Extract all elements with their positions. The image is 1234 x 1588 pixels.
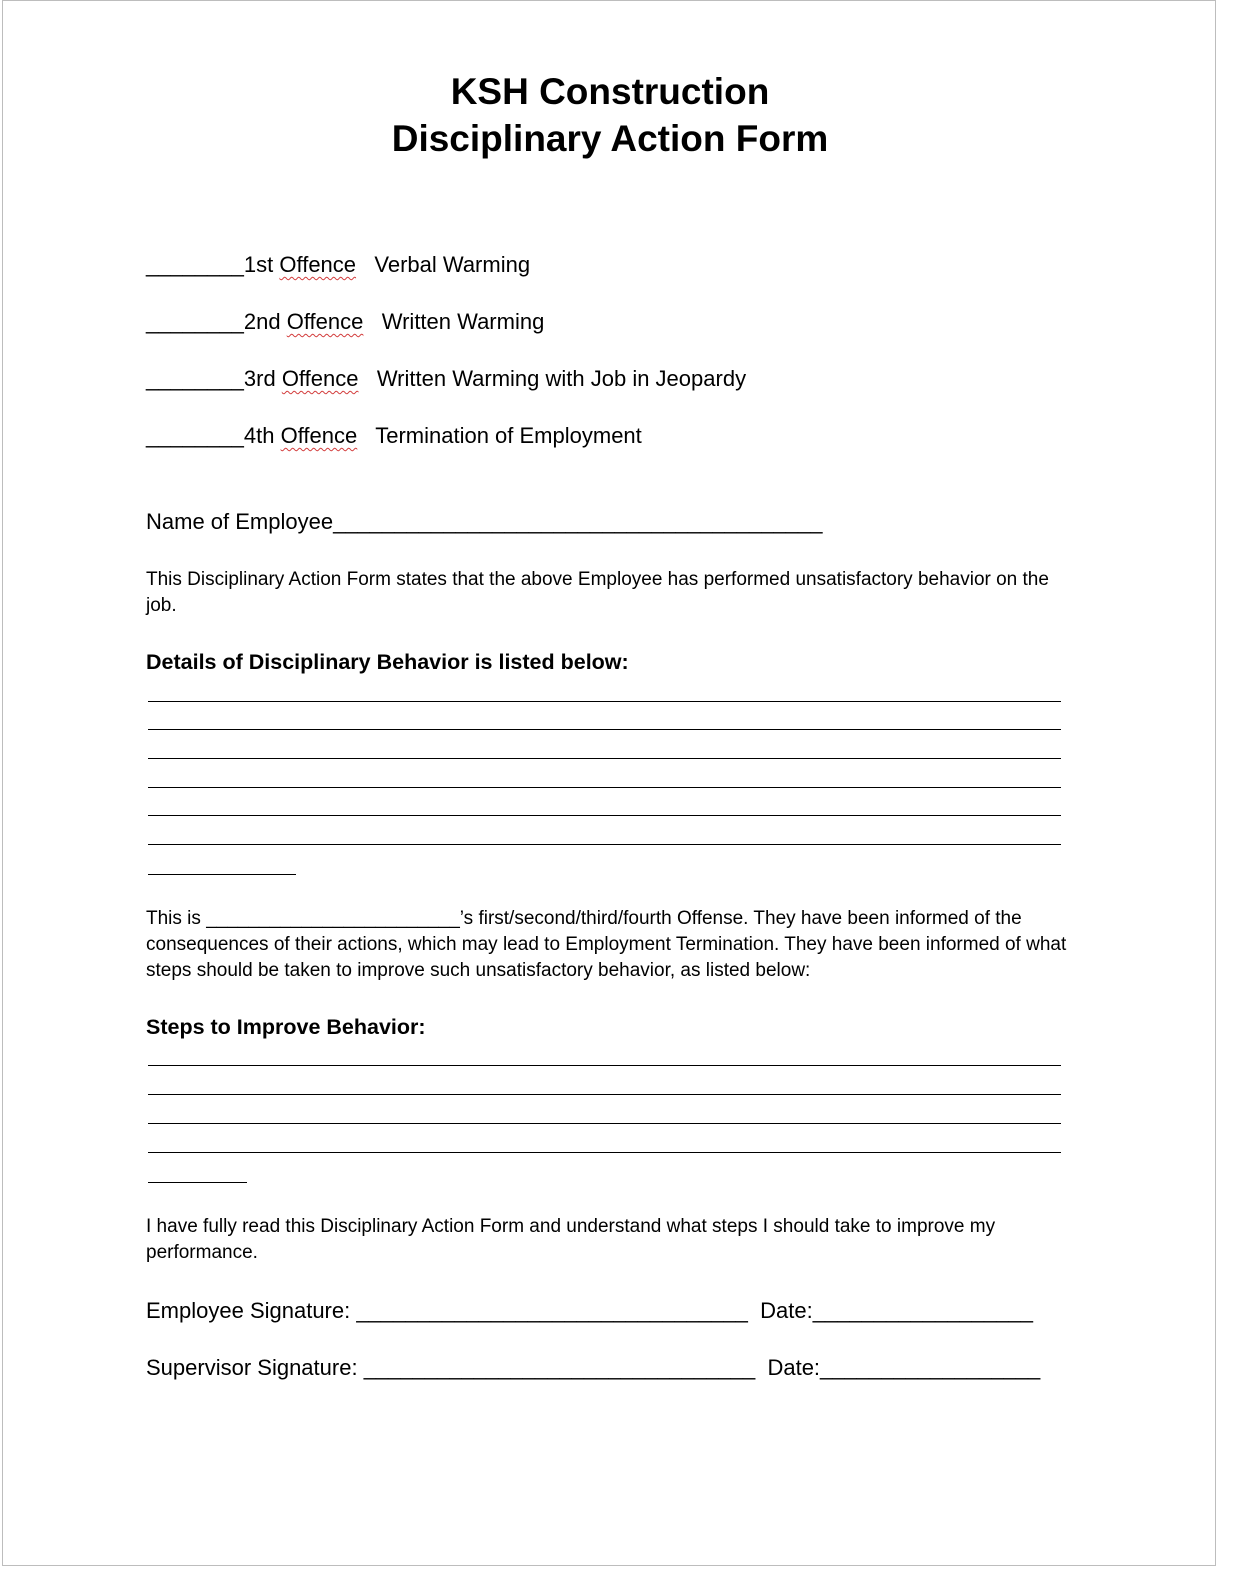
details-line[interactable] (148, 815, 1061, 816)
steps-line[interactable] (148, 1152, 1061, 1153)
document-page (2, 0, 1216, 1566)
offender-name-field[interactable]: ________________________ (206, 908, 460, 929)
offence-row-3 (146, 365, 746, 393)
offence-row-1 (146, 251, 530, 279)
offence-blank[interactable]: ________ (146, 423, 244, 448)
offence-row-4 (146, 422, 642, 450)
offense-notice-prefix: This is (146, 908, 201, 929)
supervisor-date-label: Date: (767, 1355, 821, 1380)
employee-date-label: Date: (760, 1298, 813, 1323)
details-heading: Details of Disciplinary Behavior is listed below: (146, 650, 629, 674)
supervisor-signature-row (146, 1354, 1040, 1382)
supervisor-signature-label: Supervisor Signature: (146, 1355, 358, 1380)
employee-name-row (146, 508, 823, 536)
steps-heading: Steps to Improve Behavior: (146, 1015, 426, 1039)
offence-action: Written Warming (381, 309, 545, 334)
offense-notice-paragraph (146, 906, 1076, 984)
offence-action: Written Warming with Job in Jeopardy (376, 366, 747, 391)
offence-row-2 (146, 308, 544, 336)
supervisor-signature-field[interactable]: ________________________________ (363, 1355, 756, 1380)
offence-ordinal: 2nd (243, 309, 281, 334)
employee-signature-row (146, 1297, 1033, 1325)
details-line-end[interactable] (148, 874, 296, 875)
employee-name-field[interactable]: ________________________________________ (333, 509, 823, 534)
offence-action: Termination of Employment (375, 423, 642, 448)
employee-name-label: Name of Employee (146, 509, 334, 534)
details-line[interactable] (148, 729, 1061, 730)
details-line[interactable] (148, 758, 1061, 759)
offence-word: Offence (280, 423, 358, 448)
offence-ordinal: 3rd (243, 366, 276, 391)
offence-ordinal: 4th (243, 423, 275, 448)
steps-line[interactable] (148, 1065, 1061, 1066)
employee-signature-label: Employee Signature: (146, 1298, 351, 1323)
company-name: KSH Construction (450, 71, 770, 112)
steps-line[interactable] (148, 1094, 1061, 1095)
offence-word: Offence (281, 366, 359, 391)
details-line[interactable] (148, 701, 1061, 702)
statement-paragraph: This Disciplinary Action Form states that the above Employee has performed unsatisfactory behavior on the job. (146, 569, 1049, 616)
offence-blank[interactable]: ________ (146, 366, 244, 391)
employee-date-field[interactable]: __________________ (812, 1298, 1033, 1323)
offence-ordinal: 1st (243, 252, 274, 277)
offence-blank[interactable]: ________ (146, 309, 244, 334)
offence-word: Offence (286, 309, 364, 334)
steps-line-end[interactable] (148, 1182, 247, 1183)
employee-signature-field[interactable]: ________________________________ (356, 1298, 748, 1323)
offence-action: Verbal Warming (374, 252, 531, 277)
details-line[interactable] (148, 844, 1061, 845)
acknowledgement-paragraph: I have fully read this Disciplinary Action Form and understand what steps I should take to improve my performance. (146, 1216, 996, 1263)
steps-line[interactable] (148, 1123, 1061, 1124)
supervisor-date-field[interactable]: __________________ (820, 1355, 1041, 1380)
offense-notice-text: ’s first/second/third/fourth Offense. They have been informed of the consequences of their actions, which may lead to Employment Termination. They have been informed of what steps should be taken to improve such unsatisfactory behavior, as listed below: (146, 908, 1067, 981)
details-line[interactable] (148, 787, 1061, 788)
offence-blank[interactable]: ________ (146, 252, 244, 277)
form-title: Disciplinary Action Form (391, 118, 829, 159)
offence-word: Offence (279, 252, 357, 277)
